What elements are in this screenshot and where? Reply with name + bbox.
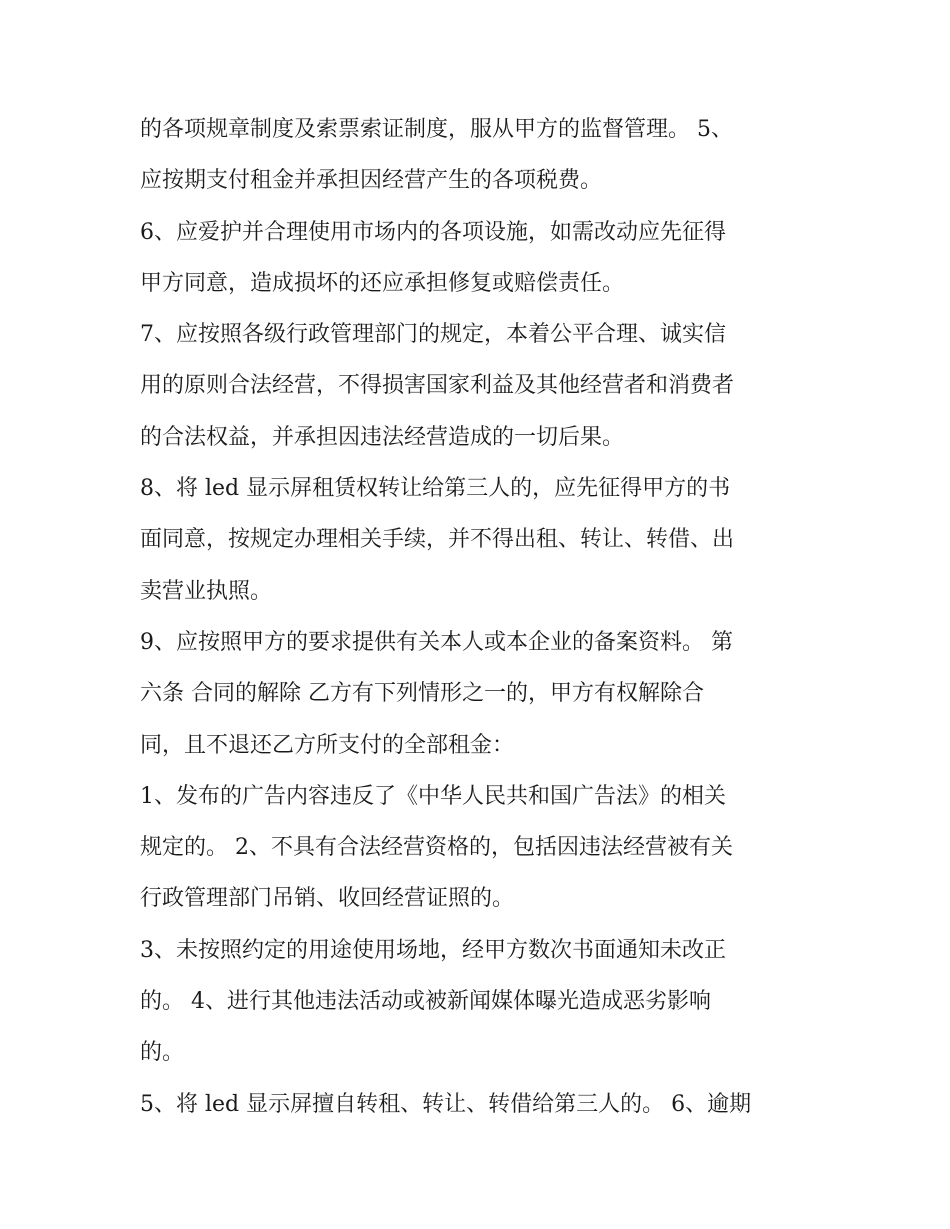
text-line: 卖营业执照。 xyxy=(140,578,273,604)
text-line: 应按期支付租金并承担因经营产生的各项税费。 xyxy=(140,168,603,194)
text-line: 的合法权益，并承担因违法经营造成的一切后果。 xyxy=(140,424,625,450)
text-line: 6、应爱护并合理使用市场内的各项设施，如需改动应先征得 xyxy=(140,219,726,245)
text-line: 规定的。 2、不具有合法经营资格的，包括因违法经营被有关 xyxy=(140,835,733,861)
text-line: 1、发布的广告内容违反了《中华人民共和国广告法》的相关 xyxy=(140,783,726,809)
text-line: 甲方同意，造成损坏的还应承担修复或赔偿责任。 xyxy=(140,270,625,296)
text-line: 行政管理部门吊销、收回经营证照的。 xyxy=(140,886,515,912)
text-line: 5、将 led 显示屏擅自转租、转让、转借给第三人的。 6、逾期 xyxy=(140,1091,752,1117)
text-line: 8、将 led 显示屏租赁权转让给第三人的，应先征得甲方的书 xyxy=(140,476,731,502)
text-line: 的各项规章制度及索票索证制度，服从甲方的监督管理。 5、 xyxy=(140,117,733,142)
text-line: 同，且不退还乙方所支付的全部租金： xyxy=(140,732,515,758)
text-line: 9、应按照甲方的要求提供有关本人或本企业的备案资料。 第 xyxy=(140,629,733,655)
text-line: 面同意，按规定办理相关手续，并不得出租、转让、转借、出 xyxy=(140,527,735,553)
text-line: 用的原则合法经营，不得损害国家利益及其他经营者和消费者 xyxy=(140,373,735,399)
text-line: 7、应按照各级行政管理部门的规定，本着公平合理、诚实信 xyxy=(140,322,726,348)
text-line: 的。 xyxy=(140,1040,185,1066)
text-line: 六条 合同的解除 乙方有下列情形之一的，甲方有权解除合 xyxy=(140,681,704,707)
contract-text-body xyxy=(140,104,830,1130)
text-line: 3、未按照约定的用途使用场地，经甲方数次书面通知未改正 xyxy=(140,937,726,963)
text-line: 的。 4、进行其他违法活动或被新闻媒体曝光造成恶劣影响 xyxy=(140,989,711,1015)
